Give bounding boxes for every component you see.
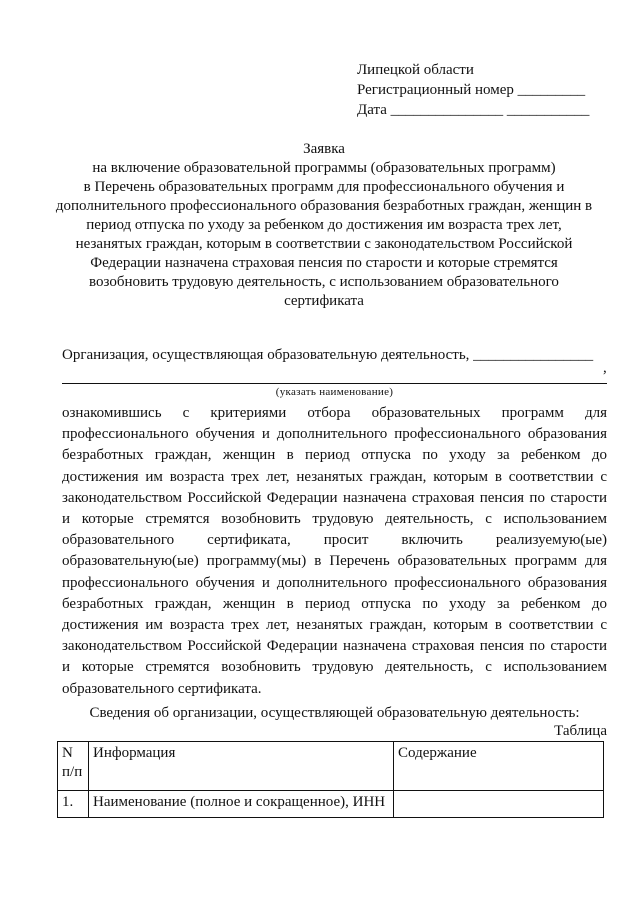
cell-content[interactable] — [394, 791, 604, 818]
header-reg-number: Регистрационный номер _________ — [357, 82, 586, 98]
organization-name-blank[interactable] — [62, 367, 607, 384]
application-title — [40, 140, 608, 311]
title-line: дополнительного профессионального образования безработных граждан, женщин в — [55, 198, 593, 214]
application-body: ознакомившись с критериями отбора образовательных программ для профессионального обучения и дополнительного профессионального образования безработных граждан, женщин в период отпуска по уходу за ребенком до достижения им возраста трех лет, незанятых граждан, которым в соответствии с законодательством Российской Федерации назначена страховая пенсия по старости и которые стремятся возобновить трудовую деятельность, с использованием образовательного сертификата, просит включить реализуемую(ые) образовательную(ые) программу(мы) в Перечень образовательных программ для профессионального обучения и дополнительного профессионального образования безработных граждан, женщин в период отпуска по уходу за ребенком до достижения им возраста трех лет, незанятых граждан, которым в соответствии с законодательством Российской Федерации назначена страховая пенсия по старости и которые стремятся возобновить трудовую деятельность, с использованием образовательного сертификата. — [62, 405, 607, 697]
title-line: в Перечень образовательных программ для профессионального обучения и — [83, 179, 565, 195]
header-content: Содержание — [394, 742, 604, 791]
title-line: Заявка — [303, 141, 345, 157]
organization-hint: (указать наименование) — [275, 386, 394, 398]
document-header — [357, 60, 607, 120]
title-line: возобновить трудовую деятельность, с использованием образовательного — [89, 274, 559, 290]
organization-line: Организация, осуществляющая образовательную деятельность, ________________ — [62, 347, 594, 363]
title-line: сертификата — [284, 293, 364, 309]
header-info: Информация — [89, 742, 394, 791]
header-date: Дата _______________ ___________ — [357, 102, 590, 118]
table-row — [58, 791, 604, 818]
header-region: Липецкой области — [357, 62, 474, 78]
header-number: N п/п — [58, 742, 89, 791]
title-line: Федерации назначена страховая пенсия по старости и которые стремятся — [90, 255, 558, 271]
organization-comma: , — [603, 360, 607, 376]
organization-info-table — [57, 741, 604, 818]
title-line: незанятых граждан, которым в соответствии с законодательством Российской — [75, 236, 573, 252]
section-title: Сведения об организации, осуществляющей образовательную деятельность: — [89, 705, 580, 721]
title-line: период отпуска по уходу за ребенком до достижения им возраста трех лет, — [86, 217, 562, 233]
cell-info: Наименование (полное и сокращенное), ИНН — [89, 791, 394, 818]
title-line: на включение образовательной программы (образовательных программ) — [92, 160, 556, 176]
cell-number: 1. — [58, 791, 89, 818]
table-caption: Таблица — [554, 723, 607, 739]
table-header-row — [58, 742, 604, 791]
